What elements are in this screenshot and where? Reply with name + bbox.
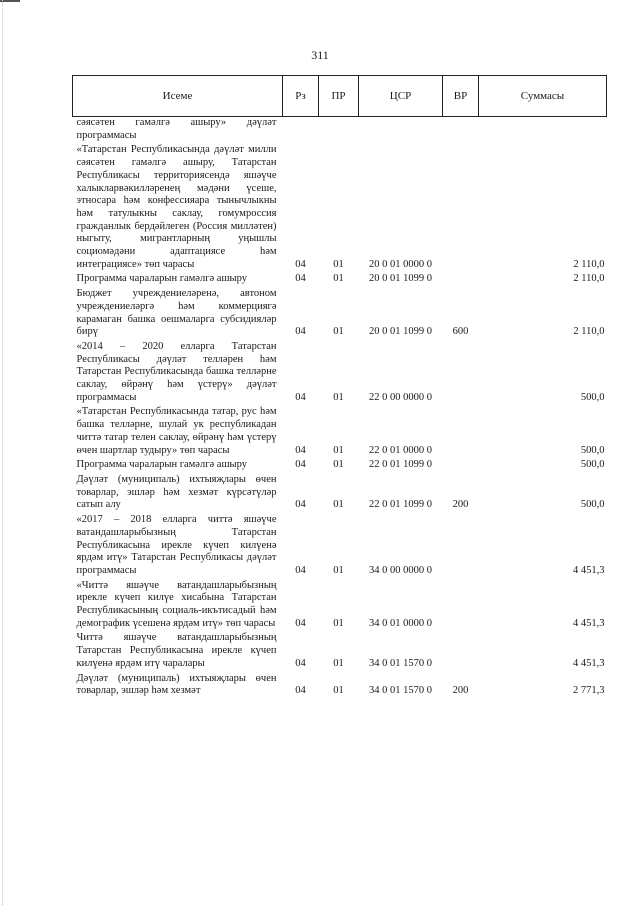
- cell-name: Программа чараларын гамәлгә ашыру: [76, 273, 247, 285]
- cell-vr: [443, 458, 479, 473]
- cell-csr: 22 0 00 0000 0: [369, 391, 432, 403]
- cell-rz: 04: [295, 258, 306, 270]
- cell-name: Программа чараларын гамәлгә ашыру: [76, 459, 247, 471]
- header-vr: ВР: [443, 76, 479, 117]
- table-row: [73, 272, 607, 287]
- cell-pr: [319, 117, 359, 144]
- cell-pr: 01: [333, 685, 344, 697]
- cell-sum: 500,0: [580, 499, 605, 511]
- table-row: [73, 579, 607, 632]
- cell-csr: 34 0 01 1570 0: [369, 685, 432, 697]
- cell-vr: [443, 272, 479, 287]
- cell-csr: 22 0 01 0000 0: [369, 444, 432, 456]
- cell-name: сәясәтен гамәлгә ашыру» дәүләт программасы: [76, 117, 277, 141]
- cell-sum: 4 451,3: [573, 617, 605, 629]
- cell-rz: 04: [295, 617, 306, 629]
- table-row: [73, 473, 607, 513]
- cell-vr: [443, 405, 479, 458]
- cell-csr: 20 0 01 0000 0: [369, 258, 432, 270]
- cell-name: Дәүләт (муниципаль) ихтыяҗлары өчен товарлар, эшләр һәм хезмәт күрсәтүләр сатып алу: [76, 473, 277, 511]
- cell-csr: 34 0 01 1570 0: [369, 657, 432, 669]
- cell-rz: 04: [295, 499, 306, 511]
- cell-csr: 34 0 01 0000 0: [369, 617, 432, 629]
- cell-name: «Татарстан Республикасында татар, рус һәм башка телләрне, шулай ук республикадан читтә татар телен саклау, өйрәнү һәм үстерү өчен шартлар тудыру» төп чарасы: [76, 406, 277, 456]
- cell-sum: 2 771,3: [573, 685, 605, 697]
- cell-pr: 01: [333, 617, 344, 629]
- table-row: [73, 117, 607, 144]
- table-row: [73, 340, 607, 406]
- table-row: [73, 405, 607, 458]
- table-row: [73, 672, 607, 699]
- cell-vr: [443, 579, 479, 632]
- cell-vr: [443, 117, 479, 144]
- cell-rz: 04: [295, 459, 306, 471]
- cell-name: «Татарстан Республикасында дәүләт милли сәясәтен гамәлгә ашыру, Татарстан Республикасы территориясендә яшәүче халыкларвәкилләренең мәдәни үсеше, этносара һәм конфессияара тынычлыкны һәм татулыкны саклау, гомумроссия гражданлык бердәйлеген (Россия милләтен) ныгыту, мигрантларның уңышлы социомәдәни адаптациясе һәм интеграциясе» төп чарасы: [76, 144, 277, 270]
- cell-pr: 01: [333, 657, 344, 669]
- table-row: [73, 143, 607, 272]
- cell-rz: [283, 117, 319, 144]
- table-row: [73, 287, 607, 340]
- cell-csr: 34 0 00 0000 0: [369, 564, 432, 576]
- cell-name: Дәүләт (муниципаль) ихтыяҗлары өчен товарлар, эшләр һәм хезмәт: [76, 672, 277, 697]
- cell-csr: 22 0 01 1099 0: [369, 499, 432, 511]
- page-edge-line: [2, 0, 3, 905]
- header-rz: Рз: [283, 76, 319, 117]
- cell-csr: [359, 117, 443, 144]
- cell-vr: [443, 631, 479, 671]
- table-row: [73, 513, 607, 579]
- cell-pr: 01: [333, 391, 344, 403]
- cell-sum: 4 451,3: [573, 657, 605, 669]
- cell-name: «2014 – 2020 елларга Татарстан Республикасы дәүләт телләрен һәм Татарстан Республикасында башка телләрне саклау, өйрәнү һәм үстерү» дәүләт программасы: [76, 340, 277, 403]
- cell-csr: 20 0 01 1099 0: [369, 326, 432, 338]
- cell-name: «2017 – 2018 елларга читтә яшәүче ватандашларыбызның Татарстан Республикасына ирекле күчеп килүенә ярдәм итү» Татарстан Республикасы дәүләт программасы: [76, 514, 277, 576]
- cell-name: Бюджет учреждениеләренә, автоном учреждениеләргә һәм коммерциягә карамаган башка оешмаларга субсидияләр бирү: [76, 288, 277, 338]
- cell-pr: 01: [333, 326, 344, 338]
- cell-csr: 22 0 01 1099 0: [369, 459, 432, 471]
- cell-vr: 200: [452, 685, 469, 697]
- table-row: [73, 458, 607, 473]
- cell-rz: 04: [295, 444, 306, 456]
- cell-rz: 04: [295, 326, 306, 338]
- cell-rz: 04: [295, 273, 306, 285]
- cell-rz: 04: [295, 685, 306, 697]
- cell-sum: 2 110,0: [573, 326, 605, 338]
- cell-sum: 500,0: [580, 459, 605, 471]
- table-header-row: [73, 76, 607, 117]
- cell-sum: 500,0: [580, 391, 605, 403]
- cell-pr: 01: [333, 564, 344, 576]
- cell-pr: 01: [333, 273, 344, 285]
- cell-vr: [443, 340, 479, 406]
- table-row: [73, 631, 607, 671]
- cell-rz: 04: [295, 564, 306, 576]
- cell-pr: 01: [333, 459, 344, 471]
- cell-sum: [479, 117, 607, 144]
- header-name: Исеме: [73, 76, 283, 117]
- cell-rz: 04: [295, 391, 306, 403]
- scan-edge-mark: [0, 0, 20, 2]
- header-pr: ПР: [319, 76, 359, 117]
- cell-csr: 20 0 01 1099 0: [369, 273, 432, 285]
- cell-rz: 04: [295, 657, 306, 669]
- cell-pr: 01: [333, 258, 344, 270]
- cell-sum: 2 110,0: [573, 258, 605, 270]
- budget-table: [72, 75, 607, 699]
- cell-sum: 500,0: [580, 444, 605, 456]
- cell-vr: [443, 513, 479, 579]
- header-csr: ЦСР: [359, 76, 443, 117]
- cell-sum: 2 110,0: [573, 273, 605, 285]
- cell-pr: 01: [333, 444, 344, 456]
- cell-sum: 4 451,3: [573, 564, 605, 576]
- cell-pr: 01: [333, 499, 344, 511]
- page-number: 311: [311, 48, 329, 62]
- cell-name: Читтә яшәүче ватандашларыбызның Татарстан Республикасына ирекле күчеп килүенә ярдәм итү чаралары: [76, 632, 277, 669]
- cell-name: «Читтә яшәүче ватандашларыбызның ирекле күчеп килүе хисабына Татарстан Республикасының социаль-икътисадый һәм демографик үсешенә ярдәм итү» төп чарасы: [76, 579, 277, 629]
- cell-vr: 200: [452, 499, 469, 511]
- cell-vr: 600: [452, 326, 469, 338]
- header-sum: Суммасы: [479, 76, 607, 117]
- cell-vr: [443, 143, 479, 272]
